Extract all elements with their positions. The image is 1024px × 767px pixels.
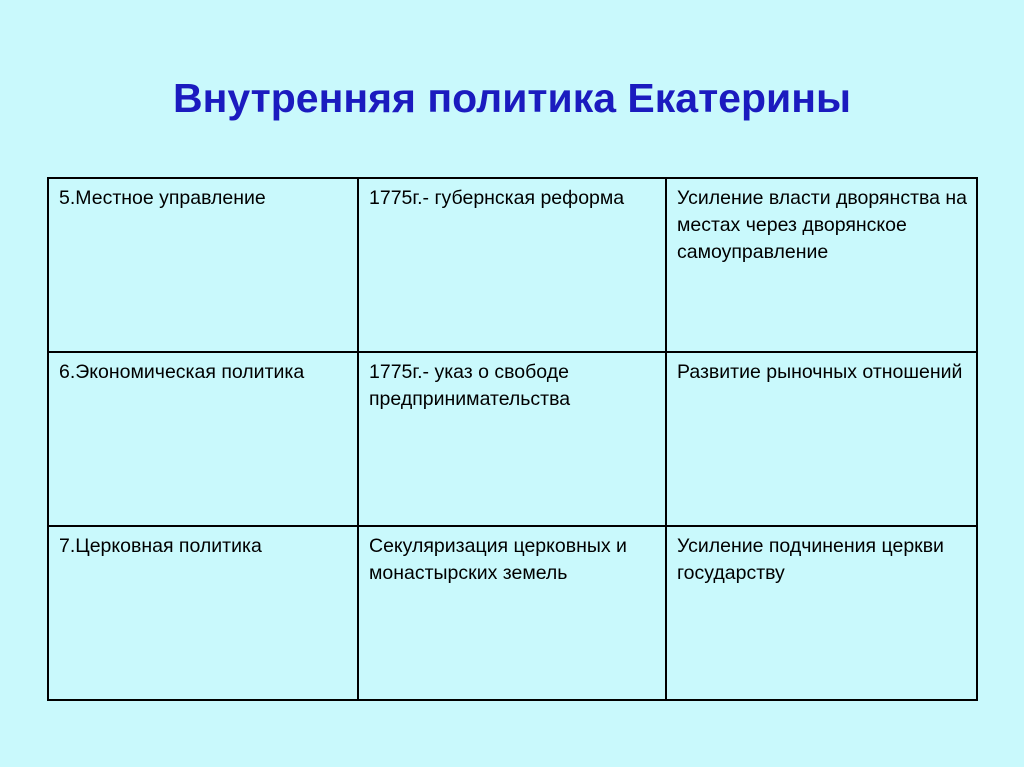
policy-result-cell: Развитие рыночных отношений	[666, 352, 977, 526]
policy-area-cell: 6.Экономическая политика	[48, 352, 358, 526]
table-row	[48, 352, 977, 526]
policy-result-cell: Усиление подчинения церкви государству	[666, 526, 977, 700]
policy-measure-cell: 1775г.- указ о свободе предпринимательства	[358, 352, 666, 526]
slide-title: Внутренняя политика Екатерины	[173, 75, 851, 121]
table-row	[48, 526, 977, 700]
policy-measure-cell: 1775г.- губернская реформа	[358, 178, 666, 352]
policy-area-cell: 7.Церковная политика	[48, 526, 358, 700]
policy-measure-cell: Секуляризация церковных и монастырских земель	[358, 526, 666, 700]
policy-table	[47, 177, 978, 701]
policy-area-cell: 5.Местное управление	[48, 178, 358, 352]
policy-result-cell: Усиление власти дворянства на местах через дворянское самоуправление	[666, 178, 977, 352]
table-row	[48, 178, 977, 352]
